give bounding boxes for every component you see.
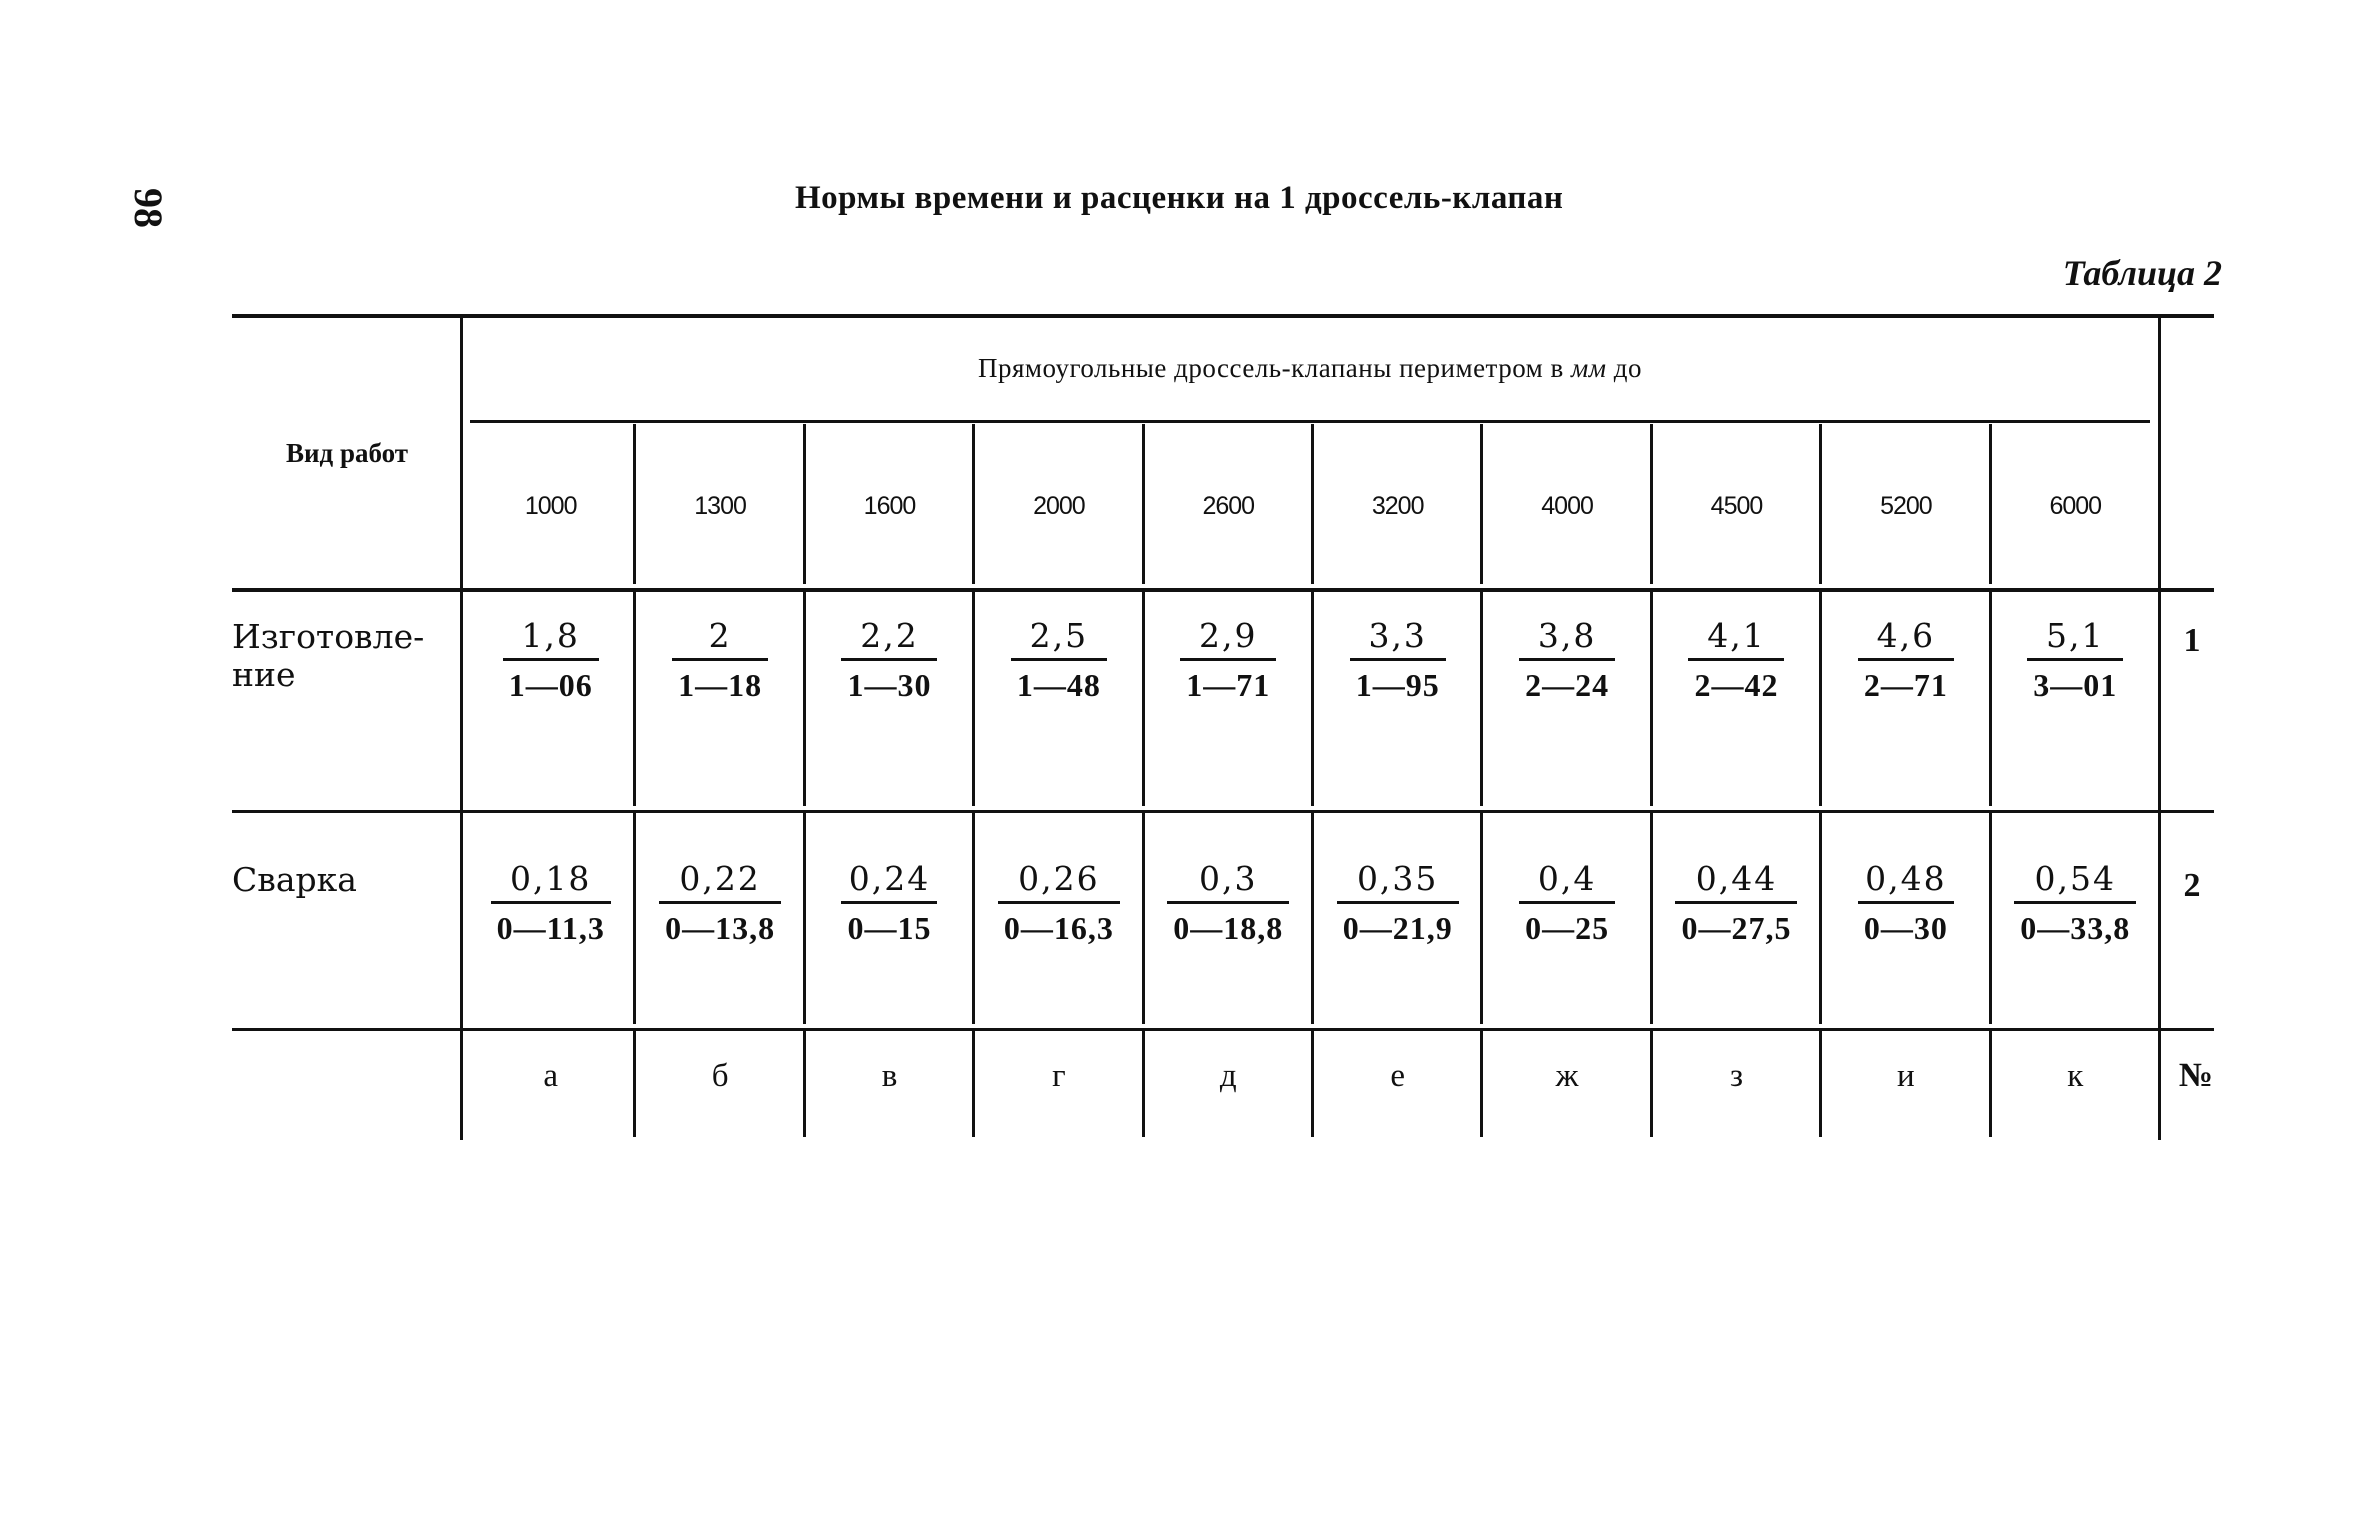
fraction <box>1858 616 1954 704</box>
fraction <box>1167 859 1289 947</box>
perimeter-header: 2000 <box>1033 491 1085 520</box>
column-letter: д <box>1219 1057 1237 1094</box>
price-rate: 2—71 <box>1858 658 1954 704</box>
table-cell <box>1821 616 1990 716</box>
column-letter: в <box>881 1057 898 1094</box>
time-norm: 4,6 <box>1876 616 1936 655</box>
page-number: 98 <box>126 188 171 228</box>
time-norm: 0,26 <box>1018 859 1100 898</box>
price-rate: 0—16,3 <box>998 901 1120 947</box>
time-norm: 2,5 <box>1029 616 1089 655</box>
table-cell <box>974 616 1143 716</box>
span-header-title <box>470 318 2150 418</box>
header-bottom-rule <box>232 588 2214 592</box>
price-rate: 0—11,3 <box>491 901 611 947</box>
time-norm: 0,48 <box>1865 859 1947 898</box>
perimeter-header: 1600 <box>863 491 916 520</box>
table-cell <box>1652 859 1821 959</box>
price-rate: 0—33,8 <box>2014 901 2136 947</box>
table-cell <box>466 616 635 716</box>
row-number: 2 <box>2183 867 2201 904</box>
fraction <box>503 616 599 704</box>
time-norm: 1,8 <box>521 616 580 655</box>
table-cell <box>805 616 974 716</box>
perimeter-header: 4000 <box>1541 491 1593 520</box>
table-label: Таблица 2 <box>2062 253 2222 293</box>
table-cell <box>1991 616 2160 716</box>
price-rate: 0—18,8 <box>1167 901 1289 947</box>
table-cell <box>805 859 974 959</box>
table-left-divider <box>460 318 463 1140</box>
time-norm: 5,1 <box>2046 616 2105 655</box>
time-norm: 0,44 <box>1695 859 1778 898</box>
time-norm: 0,22 <box>679 859 761 898</box>
perimeter-header: 1000 <box>524 491 577 520</box>
column-letter: б <box>711 1057 729 1094</box>
fraction <box>659 859 781 947</box>
time-norm: 0,24 <box>848 859 931 898</box>
fraction <box>1688 616 1784 704</box>
time-norm: 2,9 <box>1199 616 1258 655</box>
price-rate: 0—13,8 <box>659 901 781 947</box>
time-norm: 3,8 <box>1537 616 1597 655</box>
fraction <box>1350 616 1446 704</box>
fraction <box>1858 859 1954 947</box>
time-norm: 0,3 <box>1199 859 1258 898</box>
table-cell <box>1144 859 1313 959</box>
table-cell <box>1821 859 1990 959</box>
time-norm: 0,35 <box>1356 859 1439 898</box>
fraction <box>998 859 1120 947</box>
fraction <box>672 616 768 704</box>
fraction <box>491 859 611 947</box>
time-norm: 4,1 <box>1707 616 1766 655</box>
price-rate: 0—27,5 <box>1675 901 1797 947</box>
perimeter-header: 4500 <box>1710 491 1763 520</box>
fraction <box>1337 859 1459 947</box>
table-cell <box>1482 616 1651 716</box>
price-rate: 1—71 <box>1180 658 1276 704</box>
number-header: № <box>2178 1057 2214 1094</box>
column-letter: з <box>1729 1057 1744 1094</box>
page-title: Нормы времени и расценки на 1 дроссель-клапан <box>795 180 1564 216</box>
price-rate: 0—15 <box>841 901 937 947</box>
span-title-prefix: Прямоугольные дроссель-клапаны периметром в <box>978 352 1564 383</box>
price-rate: 3—01 <box>2027 658 2123 704</box>
column-letter: е <box>1390 1057 1406 1094</box>
price-rate: 1—48 <box>1011 658 1107 704</box>
fraction <box>1519 616 1615 704</box>
row-header-label: Вид работ <box>285 437 409 468</box>
fraction <box>841 859 937 947</box>
row1-bottom-rule <box>232 810 2214 813</box>
table-cell <box>1482 859 1651 959</box>
row-label: Сварка <box>232 860 357 899</box>
span-header-rule <box>470 420 2150 423</box>
span-title-suffix: до <box>1613 352 1642 383</box>
price-rate: 2—42 <box>1688 658 1784 704</box>
table-cell <box>1991 859 2160 959</box>
perimeter-header: 2600 <box>1202 491 1255 520</box>
column-letter: и <box>1897 1057 1915 1094</box>
time-norm: 0,54 <box>2034 859 2117 898</box>
table-cell <box>635 616 804 716</box>
row-label: Изготовле-ние <box>232 617 425 694</box>
time-norm: 2,2 <box>860 616 919 655</box>
table-cell <box>1313 859 1482 959</box>
fraction <box>841 616 937 704</box>
price-rate: 1—30 <box>841 658 937 704</box>
row2-bottom-rule <box>232 1028 2214 1031</box>
table-cell <box>1313 616 1482 716</box>
perimeter-header: 3200 <box>1371 491 1424 520</box>
fraction <box>1180 616 1276 704</box>
time-norm: 0,18 <box>509 859 592 898</box>
row-number: 1 <box>2183 622 2201 659</box>
table-cell <box>466 859 635 959</box>
time-norm: 2 <box>708 616 732 655</box>
fraction <box>2027 616 2123 704</box>
perimeter-header: 6000 <box>2049 491 2102 520</box>
fraction <box>2014 859 2136 947</box>
table-cell <box>1652 616 1821 716</box>
perimeter-header: 5200 <box>1880 491 1932 520</box>
price-rate: 1—18 <box>672 658 768 704</box>
price-rate: 1—95 <box>1350 658 1446 704</box>
price-rate: 1—06 <box>503 658 599 704</box>
fraction <box>1519 859 1615 947</box>
fraction <box>1011 616 1107 704</box>
column-letter: ж <box>1555 1057 1579 1094</box>
table-cell <box>974 859 1143 959</box>
time-norm: 0,4 <box>1537 859 1597 898</box>
price-rate: 0—21,9 <box>1337 901 1459 947</box>
column-letter: к <box>2067 1057 2084 1094</box>
fraction <box>1675 859 1797 947</box>
price-rate: 2—24 <box>1519 658 1615 704</box>
table-cell <box>635 859 804 959</box>
column-letter: а <box>543 1057 559 1094</box>
column-letter: г <box>1052 1057 1066 1094</box>
span-title-unit: мм <box>1571 352 1607 383</box>
perimeter-header: 1300 <box>694 491 746 520</box>
table-cell <box>1144 616 1313 716</box>
price-rate: 0—30 <box>1858 901 1954 947</box>
price-rate: 0—25 <box>1519 901 1615 947</box>
time-norm: 3,3 <box>1368 616 1427 655</box>
